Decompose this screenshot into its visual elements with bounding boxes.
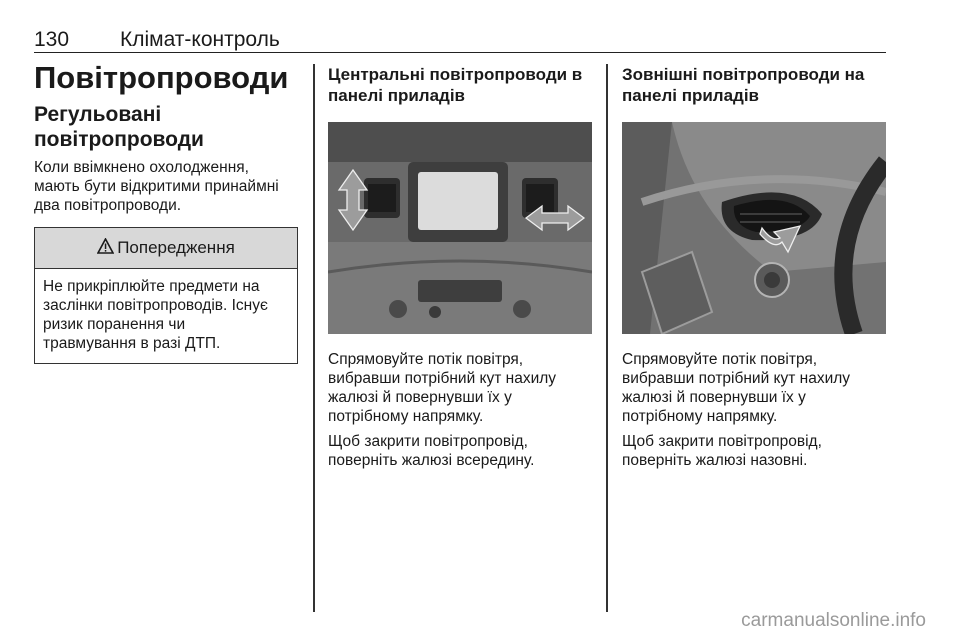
subsection-title-line: Зовнішні повітропроводи на — [622, 65, 865, 84]
text-line: Щоб закрити повітропровід, — [622, 433, 822, 450]
column-divider — [606, 64, 608, 612]
warning-triangle-icon — [97, 238, 114, 259]
subsection-title — [622, 64, 886, 106]
text-line: Коли ввімкнено охолодження, — [34, 159, 249, 176]
text-line: два повітропроводи. — [34, 197, 182, 214]
subsection-title-line: Регульовані — [34, 103, 162, 126]
warning-text — [35, 269, 297, 363]
subsection-title — [328, 64, 592, 106]
text-line: Спрямовуйте потік повітря, — [622, 351, 818, 368]
subsection-title-line: повітропроводи — [34, 128, 204, 151]
text-line: потрібному напрямку. — [622, 408, 778, 425]
column-1 — [34, 60, 300, 364]
section-title: Повітропроводи — [34, 60, 289, 95]
caption-paragraph — [328, 350, 592, 426]
warning-box — [34, 227, 298, 364]
intro-paragraph — [34, 158, 300, 215]
caption-paragraph — [328, 432, 592, 470]
text-line: Щоб закрити повітропровід, — [328, 433, 528, 450]
text-line: поверніть жалюзі назовні. — [622, 452, 808, 469]
outer-vent-illustration — [622, 122, 886, 334]
page-number: 130 — [34, 28, 70, 51]
subsection-title-line: Центральні повітропроводи в — [328, 65, 583, 84]
subsection-title-line: панелі приладів — [328, 86, 466, 105]
caption-paragraph — [622, 350, 886, 426]
page-header — [34, 26, 886, 53]
text-line: Спрямовуйте потік повітря, — [328, 351, 524, 368]
column-2 — [328, 60, 592, 470]
text-line: вибравши потрібний кут нахилу — [328, 370, 557, 387]
text-line: поверніть жалюзі всередину. — [328, 452, 535, 469]
warning-title: Попередження — [117, 238, 235, 257]
column-3 — [622, 60, 886, 470]
text-line: вибравши потрібний кут нахилу — [622, 370, 851, 387]
chapter-title: Клімат-контроль — [120, 28, 280, 51]
center-vents-illustration — [328, 122, 592, 334]
column-divider — [313, 64, 315, 612]
subsection-title-line: панелі приладів — [622, 86, 760, 105]
text-line: жалюзі й повернувши їх у — [622, 389, 806, 406]
subsection-title — [34, 102, 300, 152]
text-line: мають бути відкритими принаймні — [34, 178, 279, 195]
text-line: Не прикріплюйте предмети на — [43, 278, 260, 295]
watermark-text: carmanualsonline.info — [741, 610, 926, 631]
caption-paragraph — [622, 432, 886, 470]
text-line: травмування в разі ДТП. — [43, 335, 221, 352]
warning-header — [35, 228, 297, 269]
text-line: потрібному напрямку. — [328, 408, 484, 425]
text-line: жалюзі й повернувши їх у — [328, 389, 512, 406]
text-line: ризик поранення чи — [43, 316, 186, 333]
text-line: заслінки повітропроводів. Існує — [43, 297, 268, 314]
